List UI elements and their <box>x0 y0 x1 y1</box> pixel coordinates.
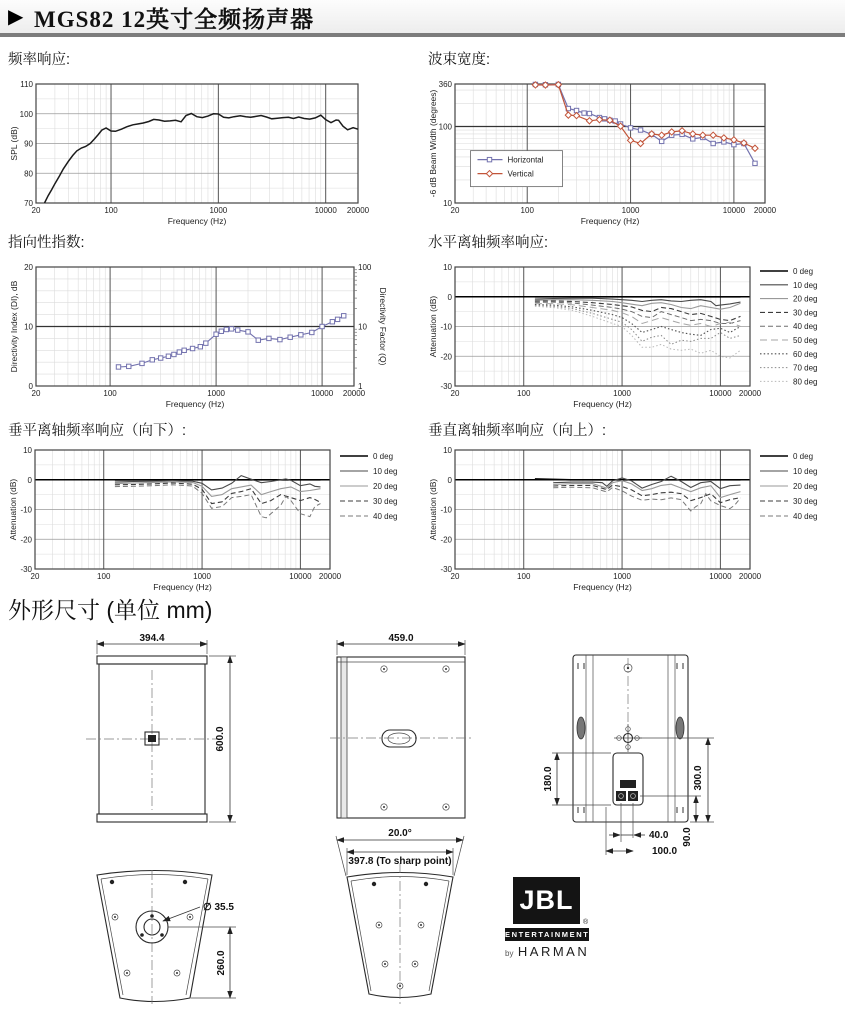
svg-text:1000: 1000 <box>613 572 631 581</box>
svg-text:30 deg: 30 deg <box>373 497 398 506</box>
jbl-logo-mark: JBL <box>513 877 580 924</box>
svg-text:100: 100 <box>19 109 33 119</box>
svg-text:10000: 10000 <box>310 389 334 398</box>
svg-text:20: 20 <box>31 206 41 215</box>
svg-text:40 deg: 40 deg <box>373 512 398 521</box>
svg-text:0 deg: 0 deg <box>793 452 814 461</box>
pole-diameter-dim: ∅ 35.5 <box>203 902 234 913</box>
vert-down-chart <box>8 436 425 601</box>
svg-text:20000: 20000 <box>753 206 777 215</box>
svg-text:1000: 1000 <box>621 206 640 215</box>
svg-text:10: 10 <box>23 446 32 455</box>
dimension-drawings <box>0 630 845 1014</box>
svg-text:0 deg: 0 deg <box>793 267 814 276</box>
svg-text:80 deg: 80 deg <box>793 377 818 387</box>
svg-text:0 deg: 0 deg <box>373 452 394 461</box>
svg-text:10: 10 <box>358 322 367 332</box>
svg-text:100: 100 <box>517 572 531 581</box>
vert-up-label: 垂直离轴频率响应（向上）: <box>428 423 607 439</box>
svg-text:1000: 1000 <box>193 572 211 581</box>
svg-text:30 deg: 30 deg <box>793 497 818 506</box>
directivity-chart <box>8 253 416 418</box>
front-width-dim: 394.4 <box>139 633 165 644</box>
horiz-offaxis-label: 水平离轴频率响应: <box>428 235 549 251</box>
svg-text:20: 20 <box>450 572 460 581</box>
svg-text:20: 20 <box>24 263 33 272</box>
svg-text:0: 0 <box>447 475 452 485</box>
svg-text:10000: 10000 <box>722 206 746 215</box>
svg-text:60 deg: 60 deg <box>793 349 818 359</box>
bottom-depth-dim: 260.0 <box>216 950 227 976</box>
page-title: MGS82 12英寸全频扬声器 <box>34 7 315 32</box>
svg-text:100: 100 <box>358 263 372 272</box>
horiz-offaxis-chart <box>428 253 845 418</box>
svg-text:-10: -10 <box>440 322 452 332</box>
conn-spacing-dim: 40.0 <box>649 830 669 841</box>
side-width-dim: 459.0 <box>388 633 414 644</box>
svg-text:Frequency (Hz): Frequency (Hz) <box>580 216 640 226</box>
svg-text:Attenuation (dB): Attenuation (dB) <box>428 295 438 358</box>
svg-text:-30: -30 <box>440 565 452 574</box>
svg-text:Horizontal: Horizontal <box>507 155 544 165</box>
svg-text:100: 100 <box>97 572 111 581</box>
conn-width-dim: 100.0 <box>652 846 678 857</box>
rear-handle-left <box>577 717 585 739</box>
svg-text:0: 0 <box>27 475 32 485</box>
svg-text:0: 0 <box>447 292 452 302</box>
svg-text:10 deg: 10 deg <box>793 280 818 290</box>
svg-text:20 deg: 20 deg <box>793 482 818 491</box>
bottom-view <box>97 870 236 1004</box>
svg-text:20000: 20000 <box>738 572 762 581</box>
side-view <box>330 633 472 818</box>
harman-text: HARMAN <box>517 944 590 959</box>
front-height-dim: 600.0 <box>215 726 226 752</box>
svg-text:-20: -20 <box>20 535 32 545</box>
svg-text:Directivity Index (DI), dB: Directivity Index (DI), dB <box>9 280 19 373</box>
svg-text:20 deg: 20 deg <box>793 294 818 304</box>
svg-text:70 deg: 70 deg <box>793 363 818 373</box>
svg-text:10: 10 <box>443 199 452 208</box>
svg-text:10000: 10000 <box>709 572 732 581</box>
svg-text:20000: 20000 <box>346 206 370 215</box>
bottom-offset-dim: 90.0 <box>682 827 693 847</box>
svg-text:-30: -30 <box>20 565 32 574</box>
dimensions-heading: 外形尺寸 (单位 mm) <box>8 597 213 623</box>
svg-text:20: 20 <box>31 389 41 398</box>
vert-up-chart <box>428 436 845 601</box>
top-angle-dim: 20.0° <box>388 828 412 839</box>
svg-text:10000: 10000 <box>314 206 337 215</box>
svg-text:-20: -20 <box>440 352 452 362</box>
svg-text:-30: -30 <box>440 382 452 391</box>
svg-text:10 deg: 10 deg <box>793 467 818 476</box>
svg-text:Frequency (Hz): Frequency (Hz) <box>573 399 632 409</box>
svg-text:100: 100 <box>438 122 452 132</box>
svg-text:20: 20 <box>450 389 460 398</box>
directivity-label: 指向性指数: <box>8 235 85 251</box>
svg-text:100: 100 <box>103 389 117 398</box>
front-view <box>86 633 236 822</box>
rear-handle-right <box>676 717 684 739</box>
svg-text:30 deg: 30 deg <box>793 308 818 318</box>
top-depth-dim: 397.8 (To sharp point) <box>348 856 452 867</box>
svg-text:-10: -10 <box>20 505 32 515</box>
svg-text:90: 90 <box>24 139 33 149</box>
svg-text:Frequency (Hz): Frequency (Hz) <box>153 582 212 592</box>
mount-height-dim: 300.0 <box>693 765 704 791</box>
beam-width-label: 波束宽度: <box>428 52 491 68</box>
svg-text:10000: 10000 <box>289 572 312 581</box>
svg-text:1000: 1000 <box>207 389 225 398</box>
svg-text:20: 20 <box>450 206 460 215</box>
freq-response-label: 频率响应: <box>8 52 71 68</box>
speakon-connector <box>616 791 626 801</box>
top-view <box>336 828 464 1004</box>
svg-text:10: 10 <box>24 322 33 332</box>
svg-text:70: 70 <box>24 199 33 208</box>
side-handle <box>382 730 416 747</box>
title-banner <box>0 0 845 37</box>
svg-text:Frequency (Hz): Frequency (Hz) <box>573 582 632 592</box>
svg-text:360: 360 <box>438 80 452 89</box>
entertainment-bar: ENTERTAINMENT <box>505 930 590 939</box>
svg-text:20: 20 <box>30 572 40 581</box>
svg-text:Vertical: Vertical <box>507 169 534 179</box>
svg-text:100: 100 <box>517 389 531 398</box>
svg-text:100: 100 <box>520 206 534 215</box>
svg-text:Attenuation (dB): Attenuation (dB) <box>8 478 18 541</box>
svg-text:80: 80 <box>24 169 33 179</box>
svg-text:20000: 20000 <box>342 389 366 398</box>
svg-text:10 deg: 10 deg <box>373 467 398 476</box>
svg-text:Frequency (Hz): Frequency (Hz) <box>167 216 227 226</box>
by-text: by <box>505 949 514 958</box>
svg-text:100: 100 <box>104 206 118 215</box>
rear-view <box>543 655 714 857</box>
vert-down-label: 垂平离轴频率响应（向下）: <box>8 423 187 439</box>
svg-text:0: 0 <box>28 382 33 391</box>
svg-text:40 deg: 40 deg <box>793 512 818 521</box>
svg-text:Directivity Factor (Q): Directivity Factor (Q) <box>378 287 388 366</box>
svg-text:40 deg: 40 deg <box>793 322 818 332</box>
beam-width-chart <box>428 70 845 235</box>
svg-text:1: 1 <box>358 382 363 391</box>
freq-response-chart <box>8 70 416 235</box>
svg-text:20 deg: 20 deg <box>373 482 398 491</box>
svg-text:110: 110 <box>20 80 33 89</box>
svg-text:Frequency (Hz): Frequency (Hz) <box>165 399 225 409</box>
svg-text:10: 10 <box>443 446 452 455</box>
svg-text:-20: -20 <box>440 535 452 545</box>
by-harman <box>505 943 589 961</box>
svg-text:-10: -10 <box>440 505 452 515</box>
svg-text:10: 10 <box>443 263 452 272</box>
svg-text:SPL (dB): SPL (dB) <box>9 126 19 161</box>
registered-mark: ® <box>583 919 589 926</box>
svg-text:-6 dB Beam Width (degrees): -6 dB Beam Width (degrees) <box>428 89 438 198</box>
svg-text:20000: 20000 <box>738 389 762 398</box>
svg-text:50 deg: 50 deg <box>793 336 818 345</box>
play-triangle-icon: ▶ <box>8 6 24 28</box>
svg-text:20000: 20000 <box>318 572 342 581</box>
svg-text:1000: 1000 <box>209 206 228 215</box>
svg-text:1000: 1000 <box>613 389 631 398</box>
plate-height-dim: 180.0 <box>543 766 554 792</box>
svg-text:Attenuation (dB): Attenuation (dB) <box>428 478 438 541</box>
speakon-connector <box>628 791 638 801</box>
svg-text:10000: 10000 <box>709 389 732 398</box>
